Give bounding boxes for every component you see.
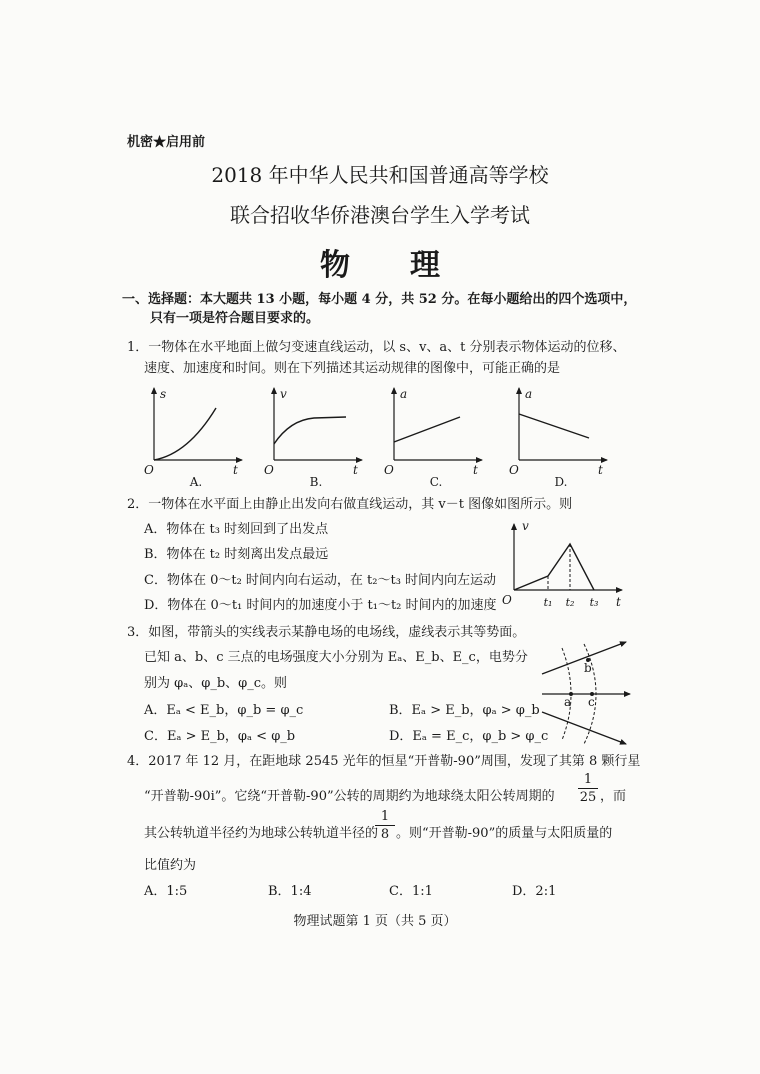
q4-stem-line2a: “开普勒-90i”。它绕“开普勒-90”公转的周期约为地球绕太阳公转周期的 bbox=[144, 789, 555, 804]
q1-graph-d bbox=[509, 387, 607, 489]
q4-option-a: A．1:5 bbox=[144, 884, 188, 899]
q1-line-d bbox=[519, 414, 589, 438]
q4-stem-line4: 比值约为 bbox=[144, 858, 197, 873]
q1-option-a: A. bbox=[189, 475, 203, 489]
q4-fraction-period-denominator: 25 bbox=[579, 790, 597, 805]
q4-option-b: B．1:4 bbox=[268, 884, 312, 899]
q3-point-c: c bbox=[588, 695, 595, 709]
q4-fraction-period bbox=[578, 772, 598, 805]
section1-heading-line2: 只有一项是符合题目要求的。 bbox=[150, 311, 320, 326]
q1-line-c bbox=[394, 417, 460, 442]
q3-option-a: A．Eₐ < E_b，φ_b = φ_c bbox=[144, 703, 304, 718]
exam-title-line1: 2018 年中华人民共和国普通高等学校 bbox=[211, 163, 549, 187]
q4-fraction-radius-denominator: 8 bbox=[380, 827, 390, 842]
q1-curve-b bbox=[274, 417, 346, 444]
q1-graph-c-origin: O bbox=[384, 463, 394, 477]
q1-graph-b bbox=[264, 387, 362, 489]
q1-graph-d-origin: O bbox=[509, 463, 519, 477]
q1-option-b: B. bbox=[309, 475, 323, 489]
q2-option-b: B．物体在 t₂ 时刻离出发点最远 bbox=[144, 547, 329, 562]
q2-tick-t3: t₃ bbox=[589, 596, 599, 609]
q2-graph-xlabel: t bbox=[616, 595, 621, 609]
q1-graph-a-xlabel: t bbox=[233, 463, 238, 477]
q4-stem-line1: 4．2017 年 12 月，在距地球 2545 光年的恒星“开普勒-90”周围，发现了其第 8 颗行星 bbox=[127, 754, 641, 769]
q3-stem-line1: 3．如图，带箭头的实线表示某静电场的电场线，虚线表示其等势面。 bbox=[127, 625, 526, 640]
q4-stem-line3a: 其公转轨道半径约为地球公转轨道半径的 bbox=[144, 826, 379, 841]
q1-stem-line2: 速度、加速度和时间。则在下列描述其运动规律的图像中，可能正确的是 bbox=[144, 361, 561, 376]
q1-option-d: D. bbox=[554, 475, 568, 489]
q4-option-d: D．2:1 bbox=[512, 884, 557, 899]
q4-fraction-radius bbox=[375, 809, 395, 842]
q2-stem: 2．一物体在水平面上由静止出发向右做直线运动，其 v－t 图像如图所示。则 bbox=[127, 497, 573, 512]
q2-vt-line bbox=[514, 544, 594, 590]
q2-tick-t2: t₂ bbox=[565, 596, 575, 609]
q2-tick-t1: t₁ bbox=[543, 596, 553, 609]
q3-point-b: b bbox=[584, 661, 592, 675]
q1-graph-c bbox=[384, 387, 482, 489]
q4-option-c: C．1:1 bbox=[389, 884, 433, 899]
q1-graph-b-ylabel: v bbox=[280, 387, 287, 401]
q3-option-b: B．Eₐ > E_b，φₐ > φ_b bbox=[389, 703, 540, 718]
q1-graph-d-xlabel: t bbox=[598, 463, 603, 477]
exam-title-line2: 联合招收华侨港澳台学生入学考试 bbox=[230, 203, 530, 227]
q1-graph-a bbox=[144, 387, 242, 489]
q2-option-c: C．物体在 0～t₂ 时间内向右运动，在 t₂～t₃ 时间内向左运动 bbox=[144, 573, 497, 588]
q1-stem-line1: 1．一物体在水平地面上做匀变速直线运动，以 s、v、a、t 分别表示物体运动的位移、 bbox=[127, 340, 626, 355]
q3-field-line-lower bbox=[542, 712, 626, 744]
q3-point-a: a bbox=[564, 695, 572, 709]
q3-stem-line2: 已知 a、b、c 三点的电场强度大小分别为 Eₐ、E_b、E_c，电势分 bbox=[144, 650, 528, 665]
q1-graphs bbox=[138, 382, 618, 490]
q1-graph-c-xlabel: t bbox=[473, 463, 478, 477]
q1-option-c: C. bbox=[429, 475, 443, 489]
confidential-mark: 机密★启用前 bbox=[127, 135, 206, 150]
section1-heading-line1: 一、选择题：本大题共 13 小题，每小题 4 分，共 52 分。在每小题给出的四个选项中， bbox=[122, 292, 637, 307]
q4-fraction-period-numerator: 1 bbox=[583, 772, 593, 787]
q4-stem-line2b: ，而 bbox=[600, 789, 627, 804]
q1-graph-b-origin: O bbox=[264, 463, 274, 477]
q4-stem-line3b: 。则“开普勒-90”的质量与太阳质量的 bbox=[396, 826, 613, 841]
q2-option-d: D．物体在 0～t₁ 时间内的加速度小于 t₁～t₂ 时间内的加速度 bbox=[144, 598, 497, 613]
q3-option-c: C．Eₐ > E_b，φₐ < φ_b bbox=[144, 729, 296, 744]
page-footer: 物理试题第 1 页（共 5 页） bbox=[293, 914, 457, 929]
q3-field-diagram bbox=[530, 636, 635, 748]
q1-graph-a-ylabel: s bbox=[160, 387, 167, 401]
q2-vt-graph bbox=[496, 518, 630, 614]
q3-stem-line3: 别为 φₐ、φ_b、φ_c。则 bbox=[144, 676, 288, 691]
q1-graph-a-origin: O bbox=[144, 463, 154, 477]
q2-graph-ylabel: v bbox=[522, 519, 529, 533]
q1-graph-d-ylabel: a bbox=[525, 387, 533, 401]
q1-curve-a bbox=[154, 408, 216, 460]
q1-graph-c-ylabel: a bbox=[400, 387, 408, 401]
q2-graph-origin: O bbox=[502, 593, 512, 607]
q2-option-a: A．物体在 t₃ 时刻回到了出发点 bbox=[144, 522, 329, 537]
q3-option-d: D．Eₐ = E_c，φ_b > φ_c bbox=[389, 729, 549, 744]
q4-fraction-radius-numerator: 1 bbox=[380, 809, 390, 824]
q1-graph-b-xlabel: t bbox=[353, 463, 358, 477]
subject-title: 物 理 bbox=[320, 248, 440, 283]
